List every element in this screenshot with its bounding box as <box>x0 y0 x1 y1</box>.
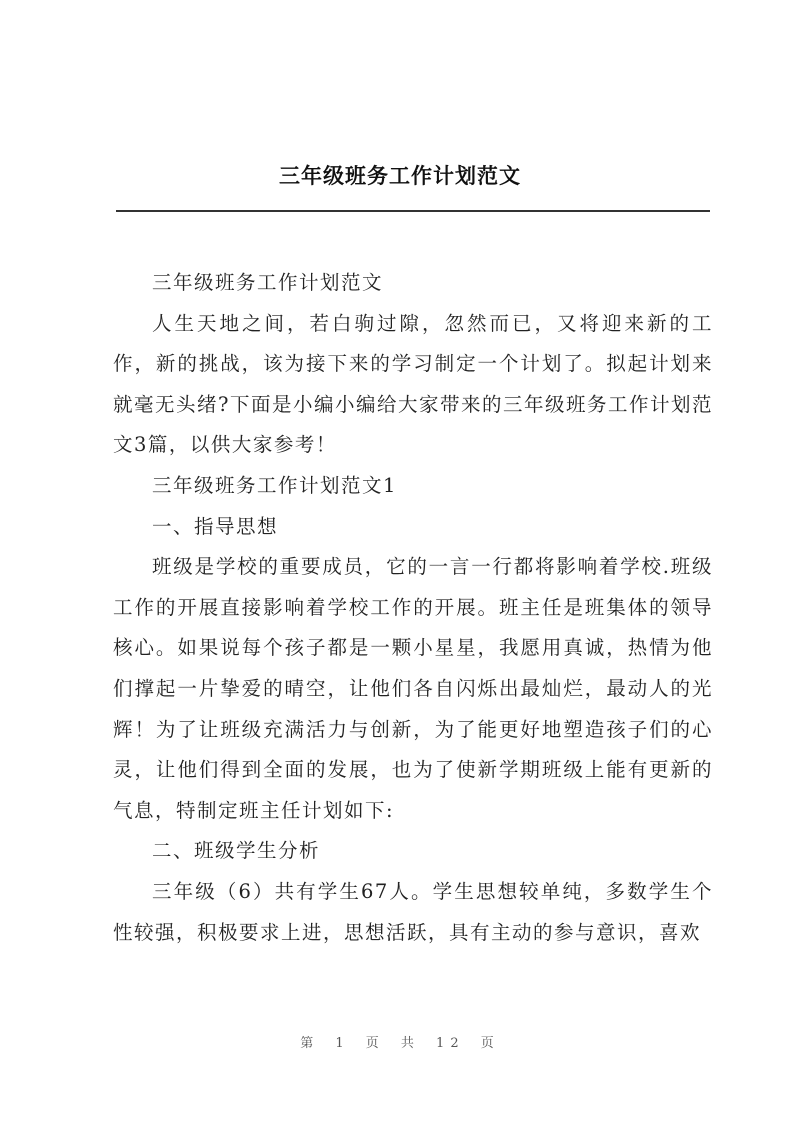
paragraph-guiding-ideology: 班级是学校的重要成员，它的一言一行都将影响着学校.班级工作的开展直接影响着学校工作的开展。班主任是班集体的领导核心。如果说每个孩子都是一颗小星星，我愿用真诚，热情为他们撑起一片挚爱的晴空，让他们各自闪烁出最灿烂，最动人的光辉！为了让班级充满活力与创新，为了能更好地塑造孩子们的心灵，让他们得到全面的发展，也为了使新学期班级上能有更新的气息，特制定班主任计划如下: <box>113 555 713 822</box>
paragraph-section-title: 三年级班务工作计划范文1 <box>152 473 397 497</box>
paragraph-student-analysis: 三年级（6）共有学生67人。学生思想较单纯，多数学生个性较强，积极要求上进，思想活跃，具有主动的参与意识，喜欢 <box>113 879 713 944</box>
document-title: 三年级班务工作计划范文 <box>279 163 521 188</box>
paragraph-heading-student-analysis: 二、班级学生分析 <box>152 839 321 863</box>
page-footer: 第 1 页 共 12 页 <box>300 1036 500 1051</box>
paragraph-heading-main: 三年级班务工作计划范文 <box>152 271 384 294</box>
paragraph-intro: 人生天地之间，若白驹过隙，忽然而已，又将迎来新的工作，新的挑战，该为接下来的学习制定一个计划了。拟起计划来就毫无头绪?下面是小编小编给大家带来的三年级班务工作计划范文3篇，以供大家参考！ <box>113 311 713 457</box>
paragraph-heading-guiding-ideology: 一、指导思想 <box>152 514 279 538</box>
document-body <box>113 263 713 953</box>
title-underline <box>116 210 710 212</box>
